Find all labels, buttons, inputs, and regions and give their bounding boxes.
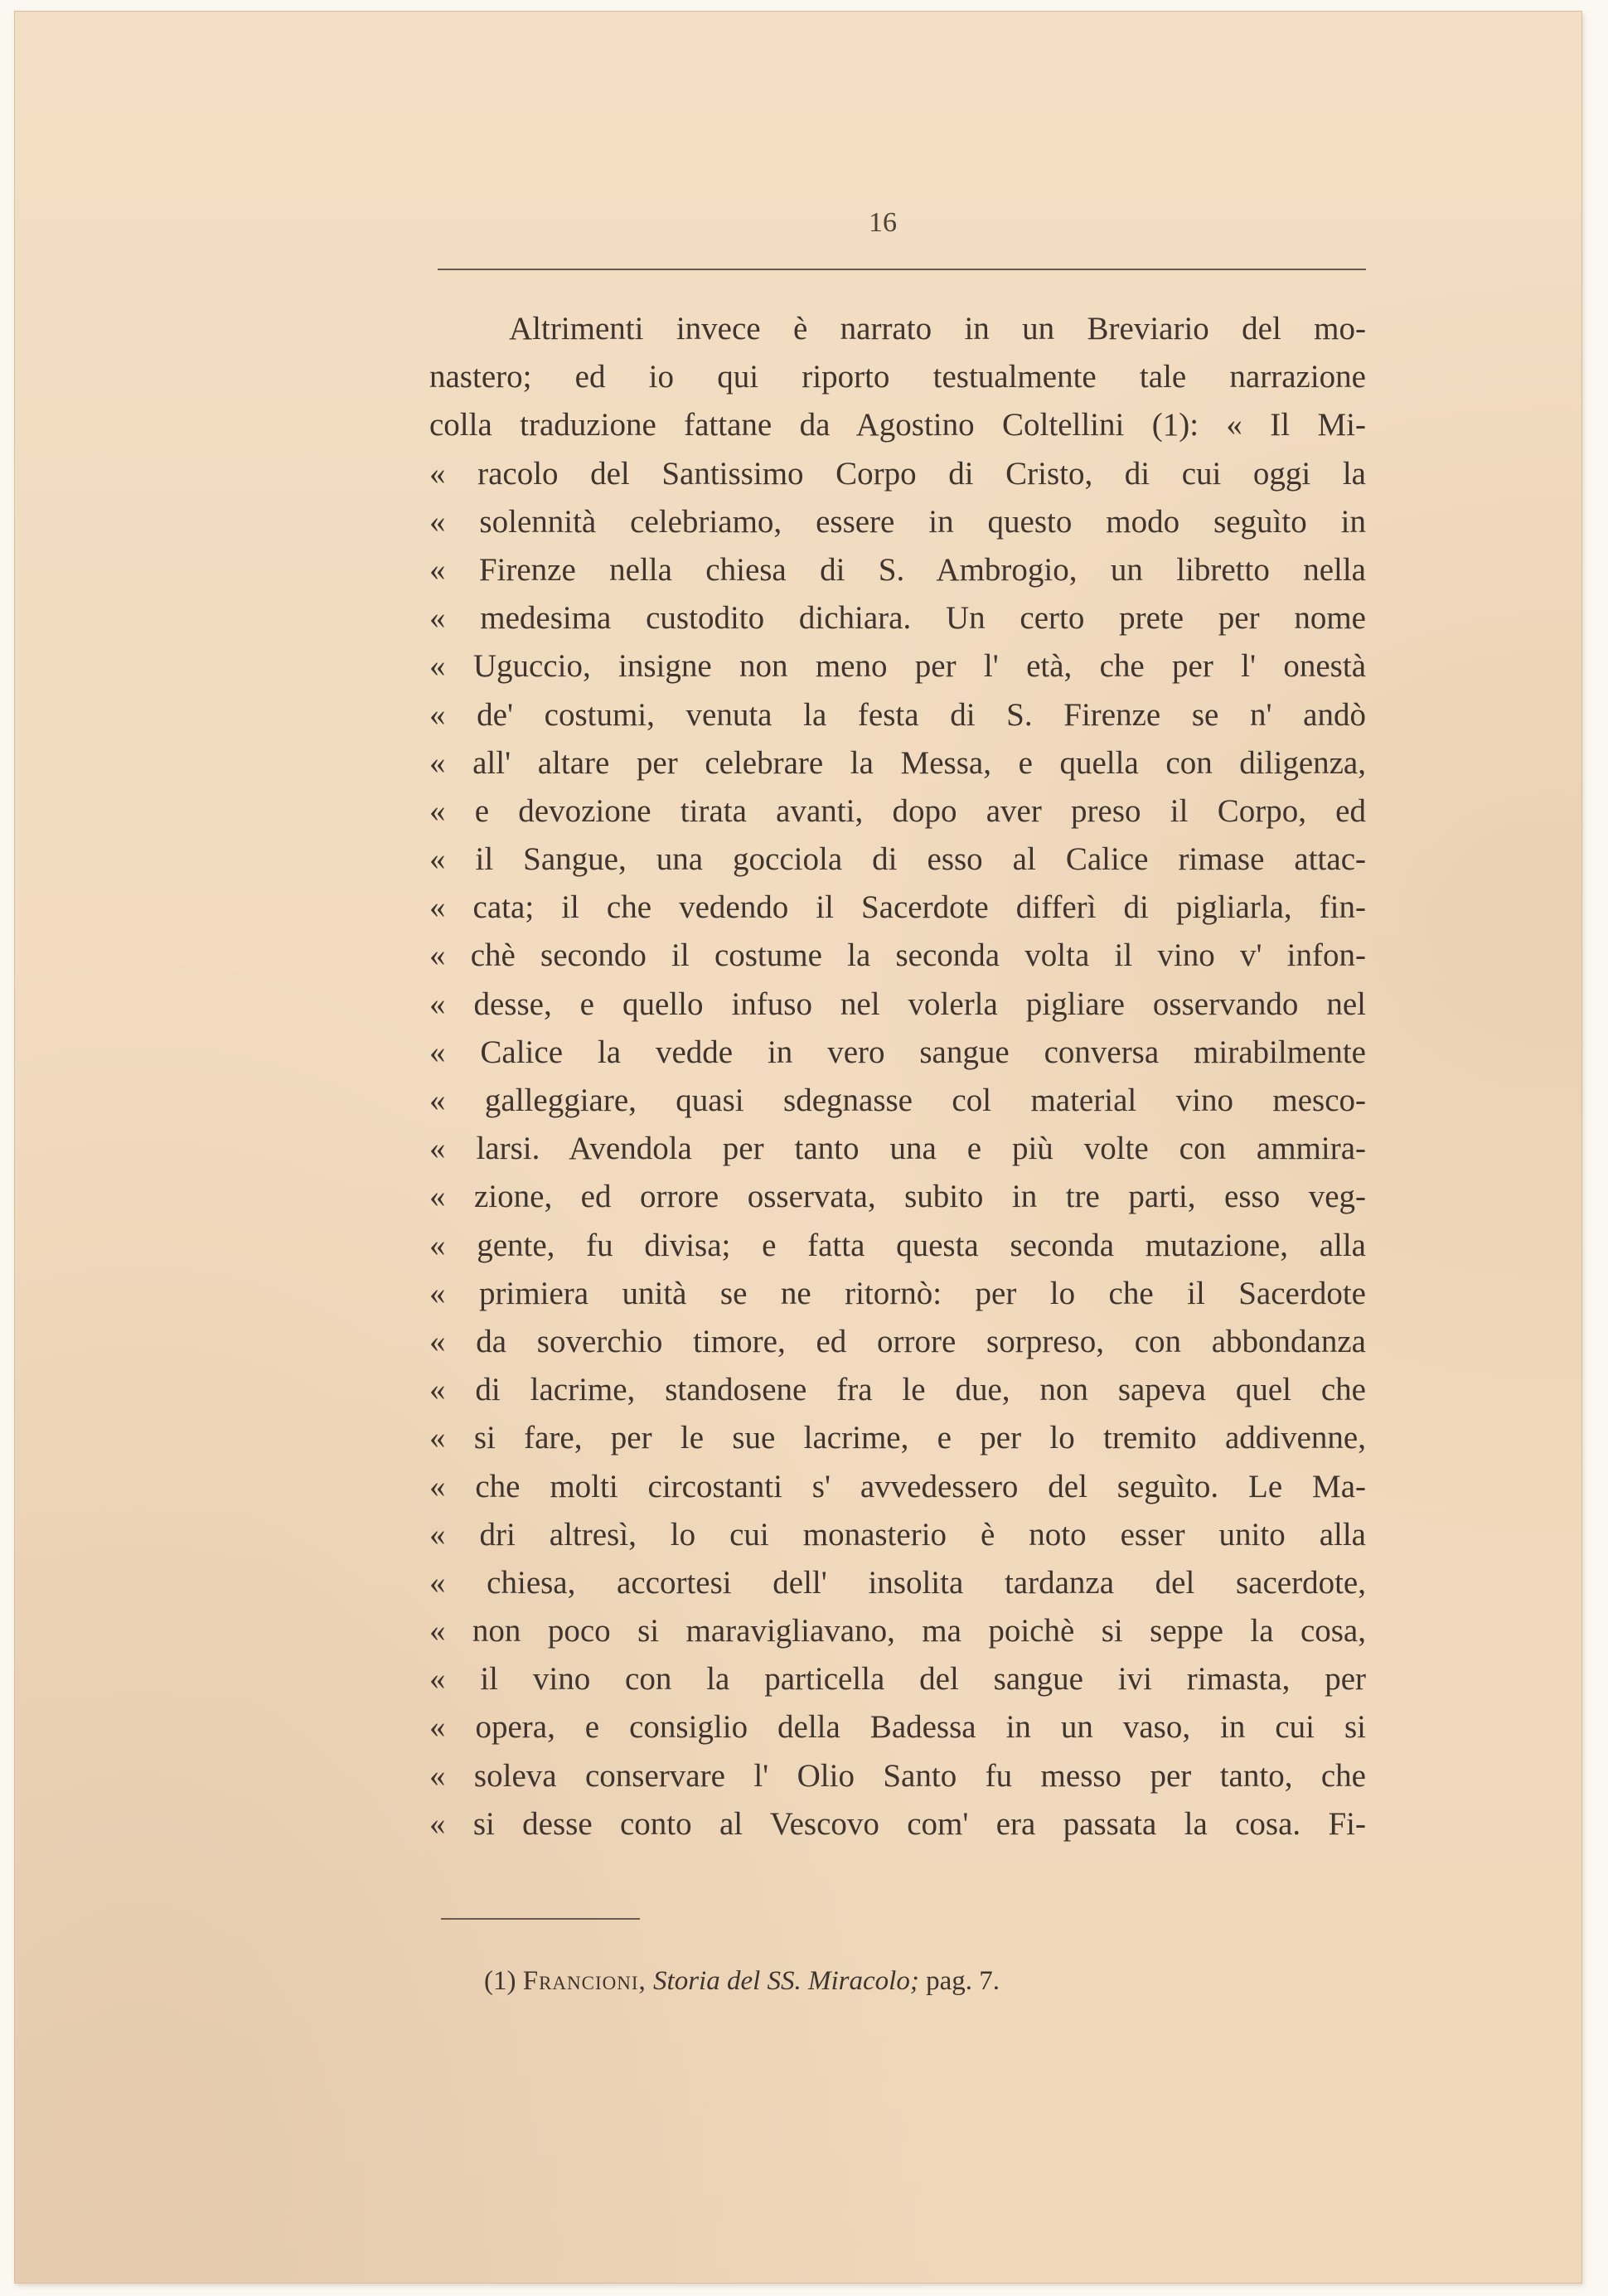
text-line: colla traduzione fattane da Agostino Coltellini (1): « Il Mi-: [429, 407, 1366, 443]
text-line: « larsi. Avendola per tanto una e più volte con ammira-: [429, 1131, 1366, 1167]
footnote-page-ref: pag. 7.: [926, 1966, 1000, 1996]
text-line: nastero; ed io qui riporto testualmente tale narrazione: [429, 359, 1366, 395]
text-line: « medesima custodito dichiara. Un certo prete per nome: [429, 600, 1366, 637]
text-line: « si desse conto al Vescovo com' era passata la cosa. Fi-: [429, 1805, 1366, 1842]
text-line: « primiera unità se ne ritornò: per lo che il Sacerdote: [429, 1275, 1366, 1311]
text-line: « che molti circostanti s' avvedessero del seguìto. Le Ma-: [429, 1468, 1366, 1504]
text-line: « solennità celebriamo, essere in questo modo seguìto in: [429, 503, 1366, 540]
text-line: « all' altare per celebrare la Messa, e quella con diligenza,: [429, 744, 1366, 781]
text-line: « da soverchio timore, ed orrore sorpreso, con abbondanza: [429, 1323, 1366, 1359]
header-rule: [438, 269, 1366, 270]
text-line: « dri altresì, lo cui monasterio è noto esser unito alla: [429, 1516, 1366, 1552]
text-line: « zione, ed orrore osservata, subito in tre parti, esso veg-: [429, 1179, 1366, 1215]
text-line: « opera, e consiglio della Badessa in un vaso, in cui si: [429, 1709, 1366, 1746]
footnote-author: Francioni,: [522, 1966, 647, 1996]
paper-sheet: [15, 12, 1581, 2283]
text-line: « Uguccio, insigne non meno per l' età, che per l' onestà: [429, 648, 1366, 685]
footnote-marker: (1): [484, 1966, 516, 1996]
text-line: « chiesa, accortesi dell' insolita tardanza del sacerdote,: [429, 1564, 1366, 1601]
text-line: « Calice la vedde in vero sangue conversa mirabilmente: [429, 1034, 1366, 1070]
body-text: [429, 305, 1366, 1848]
text-line: « racolo del Santissimo Corpo di Cristo, di cui oggi la: [429, 455, 1366, 492]
text-line: « e devozione tirata avanti, dopo aver preso il Corpo, ed: [429, 792, 1366, 829]
text-line: « non poco si maravigliavano, ma poichè si seppe la cosa,: [429, 1613, 1366, 1649]
text-line: « si fare, per le sue lacrime, e per lo tremito addivenne,: [429, 1420, 1366, 1456]
text-line: « desse, e quello infuso nel volerla pigliare osservando nel: [429, 986, 1366, 1022]
text-line: « di lacrime, standosene fra le due, non sapeva quel che: [429, 1372, 1366, 1408]
text-line: « galleggiare, quasi sdegnasse col material vino mesco-: [429, 1083, 1366, 1118]
text-line: « chè secondo il costume la seconda volta il vino v' infon-: [429, 937, 1366, 974]
text-line: « cata; il che vedendo il Sacerdote differì di pigliarla, fin-: [429, 889, 1366, 926]
text-line: « il vino con la particella del sangue ivi rimasta, per: [429, 1661, 1366, 1698]
text-line: « de' costumi, venuta la festa di S. Firenze se n' andò: [429, 696, 1366, 733]
footnote-rule: [441, 1918, 640, 1920]
text-line: « gente, fu divisa; e fatta questa seconda mutazione, alla: [429, 1227, 1366, 1263]
footnote: [484, 1966, 1230, 1997]
footnote-title: Storia del SS. Miracolo;: [653, 1966, 919, 1996]
text-line: « il Sangue, una gocciola di esso al Calice rimase attac-: [429, 841, 1366, 878]
text-line: « soleva conservare l' Olio Santo fu messo per tanto, che: [429, 1757, 1366, 1794]
text-line: Altrimenti invece è narrato in un Breviario del mo-: [509, 311, 1366, 346]
page-number: 16: [869, 207, 897, 238]
text-line: « Firenze nella chiesa di S. Ambrogio, un libretto nella: [429, 551, 1366, 588]
